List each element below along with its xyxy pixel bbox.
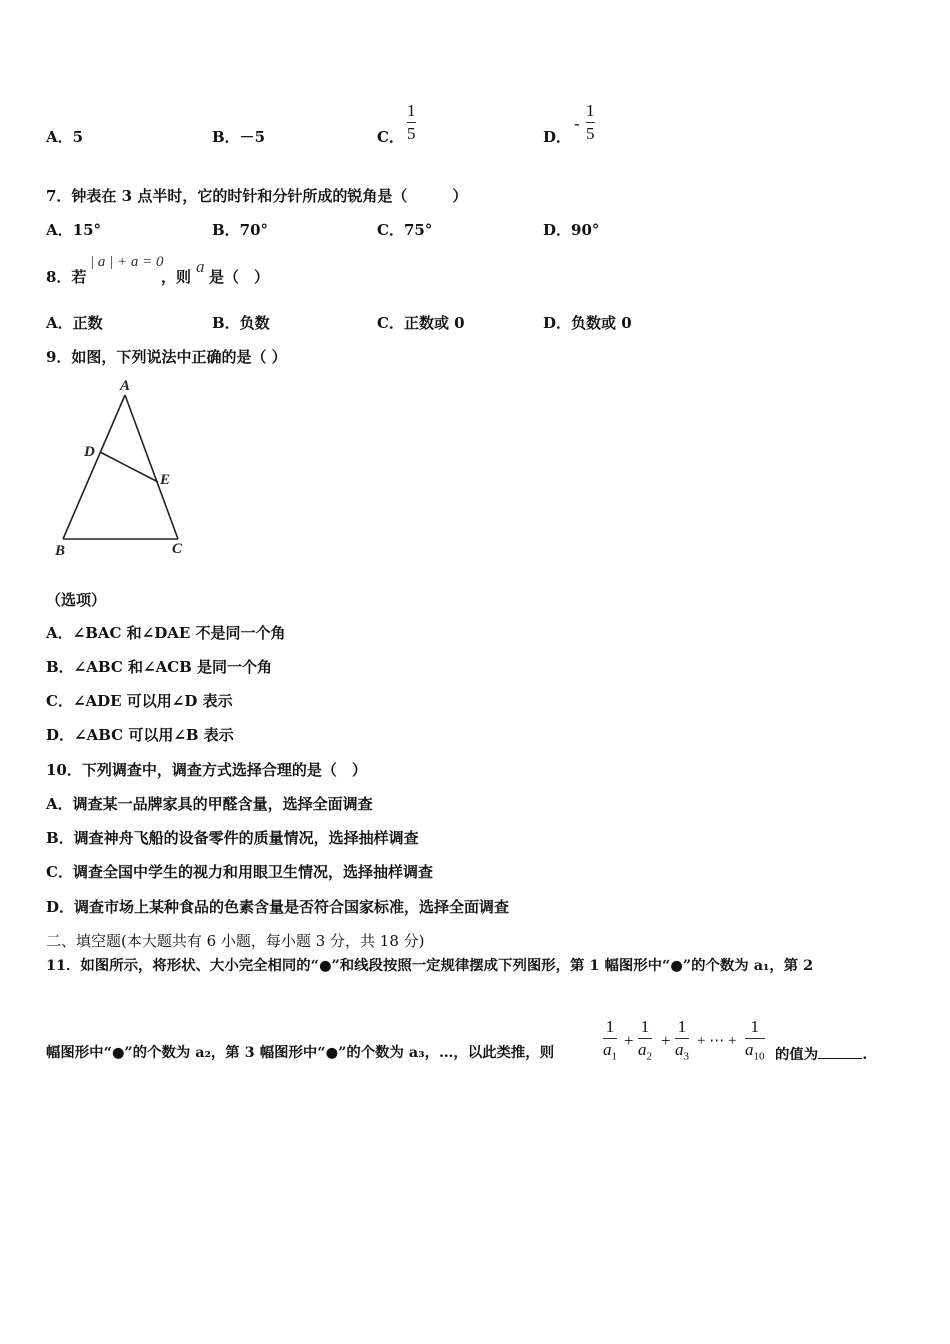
q8-option-a: A．正数 [46,314,103,332]
q10-option-c: C．调查全国中学生的视力和用眼卫生情况，选择抽样调查 [46,863,433,881]
label-c: C [172,541,183,557]
q6-option-d-fraction: 1 5 [586,101,595,143]
q11-fraction-10: 1 $a_{10}$ [745,1017,765,1063]
q11-fraction-1: 1 $a_1$ [603,1017,617,1063]
q6-option-c: C． [377,128,404,146]
q8-variable: a [196,257,205,276]
q11-line-1: 11．如图所示，将形状、大小完全相同的“●”和线段按照一定规律摆成下列图形，第 1 幅图形中“●”的个数为 a₁，第 2 [46,957,814,974]
q8-option-c: C．正数或 0 [377,314,465,332]
q9-option-b: B．∠ABC 和∠ACB 是同一个角 [46,658,273,676]
q8-option-b: B．负数 [212,314,270,332]
side-ac [125,395,178,539]
q7-option-d: D．90° [543,221,600,239]
q10-option-a: A．调查某一品牌家具的甲醛含量，选择全面调查 [46,795,373,813]
q11-end-period: . [862,1046,868,1063]
q8-stem-mid: ，则 [161,268,192,286]
q11-post-text: 的值为 [775,1046,819,1063]
q9-option-d: D．∠ABC 可以用∠B 表示 [46,726,234,744]
q11-ellipsis: + ⋯ + [697,1033,737,1049]
label-d: D [84,444,95,460]
label-a: A [120,378,131,394]
q7-option-b: B．70° [212,221,269,239]
q6-option-d-sign: - [574,114,580,133]
q9-option-c: C．∠ADE 可以用∠D 表示 [46,692,233,710]
section-2-heading: 二、填空题(本大题共有 6 小题，每小题 3 分，共 18 分) [46,932,425,950]
q9-option-a: A．∠BAC 和∠DAE 不是同一个角 [46,624,286,642]
label-b: B [55,543,66,559]
q7-option-c: C．75° [377,221,433,239]
q10-stem: 10．下列调查中，调查方式选择合理的是（ ） [46,761,367,779]
q6-option-d: D． [543,128,572,146]
q7-option-a: A．15° [46,221,102,239]
q8-stem-pre: 8．若 [46,268,87,286]
label-e: E [160,472,171,488]
segment-de [100,452,158,482]
q10-option-b: B．调查神舟飞船的设备零件的质量情况，选择抽样调查 [46,829,419,847]
q11-plus-2: + [661,1031,671,1050]
q9-stem: 9．如图，下列说法中正确的是（ ） [46,348,287,366]
q6-option-b: B．－5 [212,128,266,146]
q8-expression: | a | + a = 0 [90,254,164,270]
q11-fraction-3: 1 $a_3$ [675,1017,689,1063]
side-ab [63,395,125,539]
q8-stem-post: 是（ ） [209,268,270,286]
q11-line-2-pre: 幅图形中“●”的个数为 a₂，第 3 幅图形中“●”的个数为 a₃，…，以此类推，则 [46,1044,555,1061]
q6-option-c-fraction: 1 5 [407,101,416,143]
q11-answer-blank[interactable] [818,1044,862,1059]
q8-option-d: D．负数或 0 [543,314,632,332]
q9-triangle-figure [50,375,200,565]
q11-plus-1: + [624,1031,634,1050]
q6-option-a: A．5 [46,128,84,146]
q9-options-title: （选项） [46,591,107,609]
q11-fraction-2: 1 $a_2$ [638,1017,652,1063]
q10-option-d: D．调查市场上某种食品的色素含量是否符合国家标准，选择全面调查 [46,898,510,916]
q7-stem: 7．钟表在 3 点半时，它的时针和分针所成的锐角是（ ） [46,187,468,205]
q11-line-2-post [775,1044,867,1064]
